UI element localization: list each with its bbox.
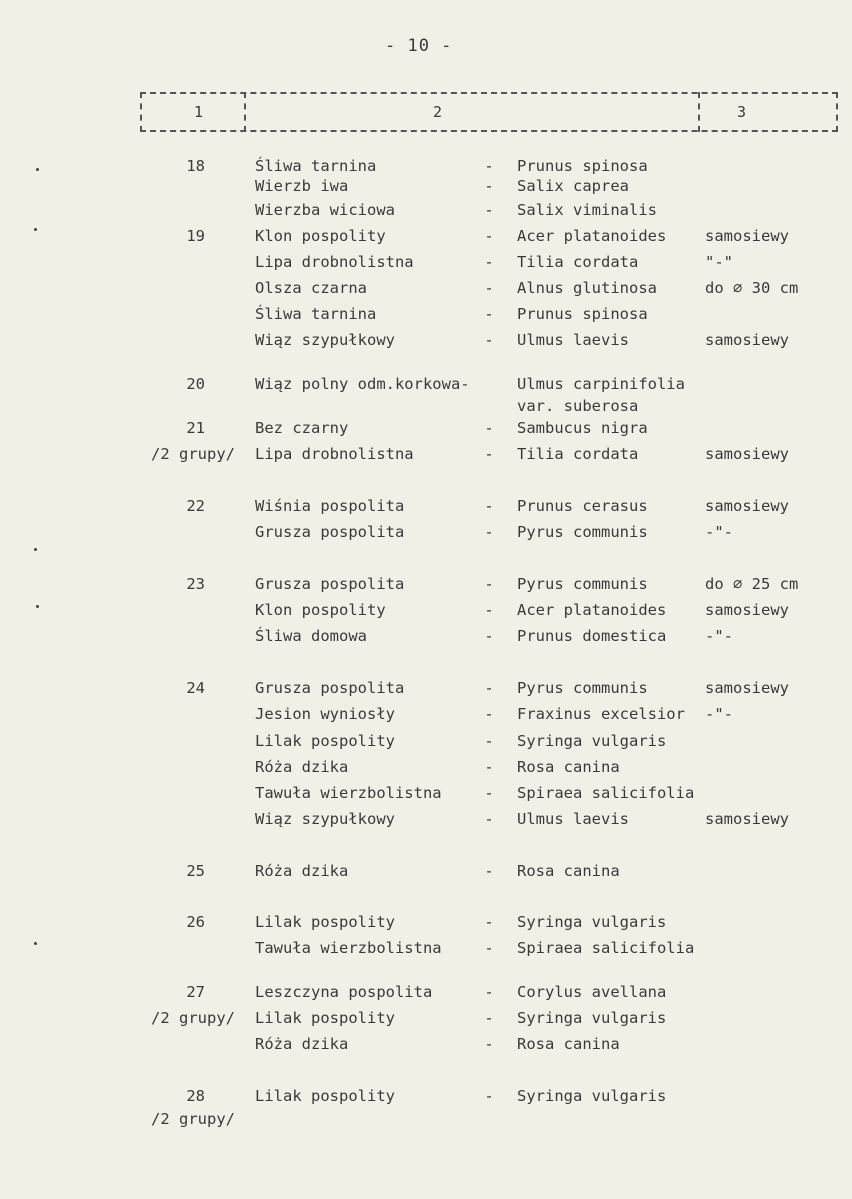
latin-name: Tilia cordata: [517, 445, 639, 463]
row-dash: -: [484, 601, 494, 619]
header-col3: 3: [737, 103, 747, 121]
row-note: "-": [705, 253, 733, 271]
row-note: samosiewy: [705, 601, 789, 619]
polish-name: Lilak pospolity: [255, 913, 395, 931]
row-note: samosiewy: [705, 810, 789, 828]
latin-name: Rosa canina: [517, 862, 620, 880]
row-dash: -: [484, 627, 494, 645]
row-dash: -: [484, 253, 494, 271]
polish-name: Olsza czarna: [255, 279, 367, 297]
latin-name: Rosa canina: [517, 1035, 620, 1053]
polish-name: Lipa drobnolistna: [255, 253, 414, 271]
latin-name: Pyrus communis: [517, 523, 648, 541]
row-dash: -: [484, 1009, 494, 1027]
latin-name: Spiraea salicifolia: [517, 939, 695, 957]
margin-dot: [34, 942, 37, 945]
row-dash: -: [484, 913, 494, 931]
polish-name: Grusza pospolita: [255, 679, 405, 697]
row-group-note: /2 grupy/: [151, 1110, 235, 1128]
row-dash: -: [484, 1087, 494, 1105]
polish-name: Jesion wyniosły: [255, 705, 395, 723]
latin-name: Syringa vulgaris: [517, 1087, 667, 1105]
row-dash: -: [484, 445, 494, 463]
latin-name: Acer platanoides: [517, 601, 667, 619]
row-note: do ∅ 25 cm: [705, 575, 799, 593]
row-dash: -: [484, 523, 494, 541]
row-dash: -: [484, 732, 494, 750]
polish-name: Grusza pospolita: [255, 575, 405, 593]
polish-name: Śliwa tarnina: [255, 157, 377, 175]
row-dash: -: [484, 279, 494, 297]
row-group-note: /2 grupy/: [151, 445, 235, 463]
row-note: samosiewy: [705, 497, 789, 515]
latin-name: Syringa vulgaris: [517, 913, 667, 931]
polish-name: Wiąz szypułkowy: [255, 331, 395, 349]
polish-name: Róża dzika: [255, 862, 349, 880]
latin-name: Tilia cordata: [517, 253, 639, 271]
row-number: 22: [186, 497, 205, 515]
header-separator-2: [698, 92, 700, 132]
header-separator-left: [140, 92, 142, 132]
polish-name: Wiąz polny odm.korkowa-: [255, 375, 470, 393]
row-note: -"-: [705, 705, 733, 723]
polish-name: Lilak pospolity: [255, 1009, 395, 1027]
polish-name: Grusza pospolita: [255, 523, 405, 541]
header-col2: 2: [433, 103, 443, 121]
table-header: [140, 92, 838, 132]
header-separator-1: [244, 92, 246, 132]
row-number: 26: [186, 913, 205, 931]
polish-name: Śliwa tarnina: [255, 305, 377, 323]
latin-name: Corylus avellana: [517, 983, 667, 1001]
margin-dot: [36, 168, 39, 171]
page-number: - 10 -: [385, 36, 453, 56]
polish-name: Leszczyna pospolita: [255, 983, 433, 1001]
row-dash: -: [484, 305, 494, 323]
row-dash: -: [484, 419, 494, 437]
latin-name: Spiraea salicifolia: [517, 784, 695, 802]
row-dash: -: [484, 177, 494, 195]
row-dash: -: [484, 331, 494, 349]
polish-name: Róża dzika: [255, 758, 349, 776]
latin-name: Syringa vulgaris: [517, 1009, 667, 1027]
latin-name: Salix viminalis: [517, 201, 657, 219]
latin-name: Fraxinus excelsior: [517, 705, 685, 723]
row-dash: -: [484, 201, 494, 219]
latin-name: Ulmus laevis: [517, 331, 629, 349]
row-dash: -: [484, 758, 494, 776]
row-number: 27: [186, 983, 205, 1001]
row-dash: -: [484, 939, 494, 957]
row-number: 20: [186, 375, 205, 393]
latin-name: Pyrus communis: [517, 575, 648, 593]
polish-name: Klon pospolity: [255, 601, 386, 619]
latin-name: Rosa canina: [517, 758, 620, 776]
polish-name: Bez czarny: [255, 419, 349, 437]
polish-name: Lilak pospolity: [255, 1087, 395, 1105]
row-dash: -: [484, 157, 494, 175]
header-separator-right: [836, 92, 838, 132]
polish-name: Lipa drobnolistna: [255, 445, 414, 463]
row-dash: -: [484, 497, 494, 515]
polish-name: Wiśnia pospolita: [255, 497, 405, 515]
latin-name: Salix caprea: [517, 177, 629, 195]
polish-name: Śliwa domowa: [255, 627, 367, 645]
row-note: samosiewy: [705, 331, 789, 349]
row-dash: -: [484, 784, 494, 802]
row-number: 28: [186, 1087, 205, 1105]
row-number: 25: [186, 862, 205, 880]
latin-name: Alnus glutinosa: [517, 279, 657, 297]
row-note: samosiewy: [705, 227, 789, 245]
row-dash: -: [484, 983, 494, 1001]
row-note: -"-: [705, 523, 733, 541]
polish-name: Tawuła wierzbolistna: [255, 784, 442, 802]
latin-name: Ulmus laevis: [517, 810, 629, 828]
margin-dot: [34, 548, 37, 551]
row-number: 18: [186, 157, 205, 175]
polish-name: Wierzba wiciowa: [255, 201, 395, 219]
row-number: 19: [186, 227, 205, 245]
row-note: -"-: [705, 627, 733, 645]
row-dash: -: [484, 862, 494, 880]
row-number: 21: [186, 419, 205, 437]
row-dash: -: [484, 679, 494, 697]
row-number: 23: [186, 575, 205, 593]
latin-name: Acer platanoides: [517, 227, 667, 245]
row-dash: -: [484, 705, 494, 723]
row-dash: -: [484, 1035, 494, 1053]
latin-name: Prunus domestica: [517, 627, 667, 645]
polish-name: Klon pospolity: [255, 227, 386, 245]
latin-name: Prunus spinosa: [517, 305, 648, 323]
latin-name: Pyrus communis: [517, 679, 648, 697]
row-dash: -: [484, 810, 494, 828]
polish-name: Wierzb iwa: [255, 177, 349, 195]
polish-name: Wiąz szypułkowy: [255, 810, 395, 828]
row-note: do ∅ 30 cm: [705, 279, 799, 297]
row-group-note: /2 grupy/: [151, 1009, 235, 1027]
polish-name: Róża dzika: [255, 1035, 349, 1053]
latin-name: Prunus spinosa: [517, 157, 648, 175]
row-note: samosiewy: [705, 445, 789, 463]
margin-dot: [36, 605, 39, 608]
header-col1: 1: [194, 103, 204, 121]
latin-name: Syringa vulgaris: [517, 732, 667, 750]
latin-name: Ulmus carpinifolia var. suberosa: [517, 375, 685, 415]
margin-dot: [34, 228, 37, 231]
latin-name: Sambucus nigra: [517, 419, 648, 437]
latin-name: Prunus cerasus: [517, 497, 648, 515]
row-note: samosiewy: [705, 679, 789, 697]
row-number: 24: [186, 679, 205, 697]
row-dash: -: [484, 575, 494, 593]
row-dash: -: [484, 227, 494, 245]
polish-name: Tawuła wierzbolistna: [255, 939, 442, 957]
polish-name: Lilak pospolity: [255, 732, 395, 750]
